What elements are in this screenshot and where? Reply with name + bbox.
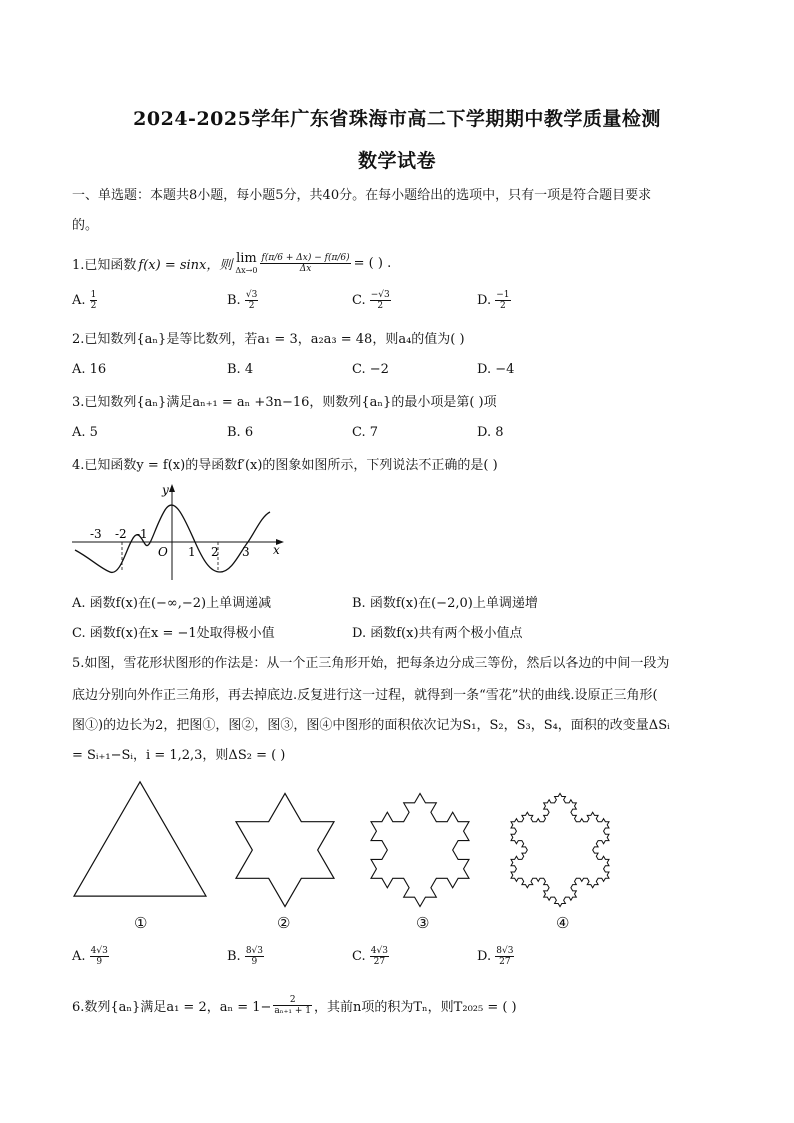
q1-lim-word: lim bbox=[236, 250, 257, 266]
q2-option-d[interactable]: D. −4 bbox=[477, 362, 515, 377]
x-label: x bbox=[273, 543, 280, 557]
tick-minus3: -3 bbox=[90, 527, 102, 541]
figure-label-2: ② bbox=[277, 914, 291, 932]
option-label: D. bbox=[477, 293, 492, 308]
q4-option-a[interactable]: A. 函数f(x)在(−∞,−2)上单调递减 bbox=[72, 596, 272, 611]
q6-fraction bbox=[273, 995, 312, 1016]
question-5-line2: 底边分别向外作正三角形，再去掉底边.反复进行这一过程，就得到一条“雪花”状的曲线.设原正三角形( bbox=[72, 688, 658, 703]
tick-minus1: -1 bbox=[136, 527, 148, 541]
option-den: 27 bbox=[499, 957, 511, 967]
tick-1: 1 bbox=[188, 545, 196, 559]
q1-suffix: = ( ) . bbox=[353, 255, 392, 271]
q1-limit-fraction bbox=[260, 253, 350, 274]
figure-3-snowflake bbox=[355, 778, 485, 908]
q1-options bbox=[72, 290, 722, 314]
y-label: y bbox=[162, 483, 169, 497]
q4-option-c[interactable]: C. 函数f(x)在x = −1处取得极小值 bbox=[72, 626, 275, 641]
option-label: D. bbox=[477, 949, 492, 964]
option-label: C. bbox=[352, 293, 366, 308]
y-axis-arrow bbox=[169, 484, 175, 492]
option-den: 27 bbox=[373, 957, 386, 967]
option-den: 2 bbox=[90, 301, 97, 311]
q1-option-a[interactable] bbox=[72, 290, 97, 311]
option-den: 2 bbox=[377, 301, 384, 311]
q1-prefix: 1.已知函数 bbox=[72, 257, 137, 273]
question-6 bbox=[72, 990, 517, 1020]
figure-label-3: ③ bbox=[416, 914, 430, 932]
section-intro-line1: 一、单选题：本题共8小题，每小题5分，共40分。在每小题给出的选项中，只有一项是符合题目要求 bbox=[72, 188, 652, 203]
tick-minus2: -2 bbox=[115, 527, 127, 541]
figure-2-star bbox=[220, 778, 350, 908]
q6-prefix: 6.数列{aₙ}满足a₁ = 2，aₙ = 1− bbox=[72, 999, 272, 1015]
option-num: −√3 bbox=[370, 290, 390, 300]
option-num: 4√3 bbox=[370, 946, 388, 956]
option-label: B. bbox=[227, 949, 241, 964]
q6-frac-num: 2 bbox=[273, 995, 312, 1006]
derivative-graph bbox=[70, 480, 290, 585]
q3-option-b[interactable]: B. 6 bbox=[227, 425, 254, 440]
option-num: 4√3 bbox=[90, 946, 108, 956]
option-den: 2 bbox=[500, 301, 506, 311]
option-den: 9 bbox=[96, 957, 103, 967]
question-1 bbox=[72, 246, 391, 280]
question-2: 2.已知数列{aₙ}是等比数列，若a₁ = 3，a₂a₃ = 48，则a₄的值为( ) bbox=[72, 332, 465, 347]
q4-options-row1 bbox=[72, 592, 722, 614]
q1-option-d[interactable] bbox=[477, 290, 511, 311]
section-intro-line2: 的。 bbox=[72, 218, 99, 233]
q1-lim-numerator: f(π/6 + Δx) − f(π/6) bbox=[261, 252, 350, 263]
question-5-line4: = Sᵢ₊₁−Sᵢ，i = 1,2,3，则ΔS₂ = ( ) bbox=[72, 748, 286, 763]
option-num: 8√3 bbox=[496, 946, 514, 956]
option-num: √3 bbox=[245, 290, 258, 300]
option-label: B. bbox=[227, 293, 241, 308]
q6-suffix: ，其前n项的积为Tₙ，则T₂₀₂₅ = ( ) bbox=[314, 999, 517, 1015]
question-4: 4.已知函数y = f(x)的导函数f′(x)的图象如图所示，下列说法不正确的是( ) bbox=[72, 458, 498, 473]
q5-options bbox=[72, 946, 722, 974]
q5-option-d[interactable] bbox=[477, 946, 514, 967]
q5-option-b[interactable] bbox=[227, 946, 264, 967]
option-label: A. bbox=[72, 293, 86, 308]
q1-lim-sub: Δx→0 bbox=[235, 265, 258, 275]
q1-option-b[interactable] bbox=[227, 290, 258, 311]
q3-option-d[interactable]: D. 8 bbox=[477, 425, 504, 440]
question-5-line3: 图①)的边长为2，把图①，图②，图③，图④中图形的面积依次记为S₁，S₂，S₃，S₄，面积的改变量ΔSᵢ bbox=[72, 718, 670, 733]
q5-option-c[interactable] bbox=[352, 946, 389, 967]
q2-option-a[interactable]: A. 16 bbox=[72, 362, 107, 377]
tick-3: 3 bbox=[242, 545, 250, 559]
question-3: 3.已知数列{aₙ}满足aₙ₊₁ = aₙ +3n−16，则数列{aₙ}的最小项是第( )项 bbox=[72, 395, 497, 410]
figure-label-1: ① bbox=[134, 914, 148, 932]
q2-options bbox=[72, 362, 722, 384]
q3-option-a[interactable]: A. 5 bbox=[72, 425, 98, 440]
q3-option-c[interactable]: C. 7 bbox=[352, 425, 379, 440]
page-title: 2024-2025学年广东省珠海市高二下学期期中教学质量检测 bbox=[133, 108, 661, 130]
q4-options-row2 bbox=[72, 622, 722, 644]
option-num: 1 bbox=[90, 290, 97, 300]
q2-option-b[interactable]: B. 4 bbox=[227, 362, 254, 377]
q3-options bbox=[72, 425, 722, 447]
origin-label: O bbox=[158, 545, 168, 559]
option-num: −1 bbox=[496, 290, 510, 300]
option-num: 8√3 bbox=[245, 946, 264, 956]
q1-option-c[interactable] bbox=[352, 290, 391, 311]
option-den: 2 bbox=[248, 301, 255, 311]
q4-option-d[interactable]: D. 函数f(x)共有两个极小值点 bbox=[352, 626, 523, 641]
figure-label-4: ④ bbox=[556, 914, 570, 932]
figure-1-triangle bbox=[70, 780, 210, 905]
page-subtitle: 数学试卷 bbox=[357, 150, 436, 172]
figure-4-snowflake bbox=[495, 778, 625, 908]
q1-func: f(x) = sinx，则 bbox=[138, 257, 233, 273]
q5-option-a[interactable] bbox=[72, 946, 109, 967]
q4-option-b[interactable]: B. 函数f(x)在(−2,0)上单调递增 bbox=[352, 596, 538, 611]
option-label: A. bbox=[72, 949, 86, 964]
q1-limit bbox=[235, 252, 257, 275]
option-den: 9 bbox=[251, 957, 258, 967]
q6-frac-den: aₙ₊₁ + 1 bbox=[274, 1005, 312, 1016]
q1-lim-denominator: Δx bbox=[299, 263, 312, 274]
option-label: C. bbox=[352, 949, 366, 964]
q2-option-c[interactable]: C. −2 bbox=[352, 362, 389, 377]
question-5-line1: 5.如图，雪花形状图形的作法是：从一个正三角形开始，把每条边分成三等份，然后以各边的中间一段为 bbox=[72, 656, 670, 671]
tick-2: 2 bbox=[211, 545, 219, 559]
